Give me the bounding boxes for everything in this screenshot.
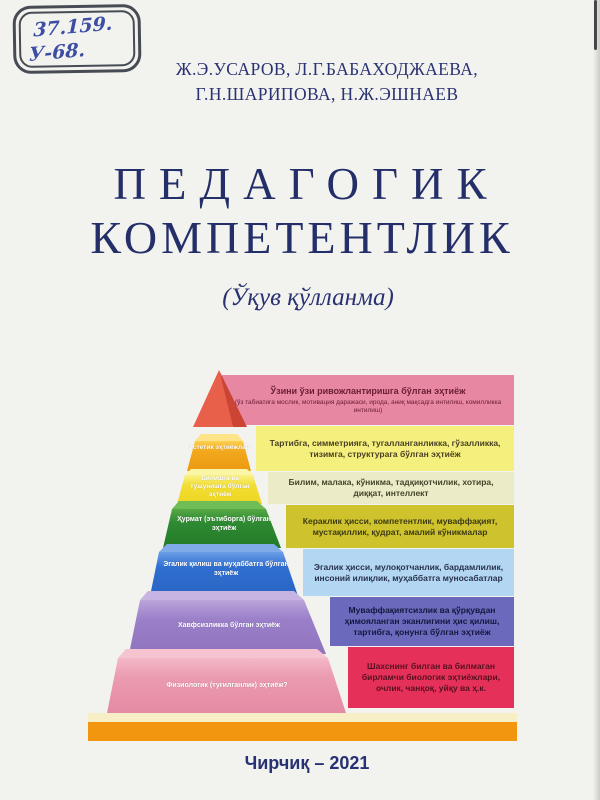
scan-edge: [593, 0, 600, 800]
book-title-line-2: КОМПЕТЕНТЛИК: [90, 212, 514, 263]
band-2-text: Тартибга, симметрияга, тугалланганликка, гўзалликка, тизимга, структурага бўлган эҳтиёж: [269, 437, 501, 459]
band-1-title: Ўзини ўзи ривожлантиришга бўлган эҳтиёж: [270, 385, 466, 396]
pyramid-step-6-lid: [140, 591, 304, 600]
band-6-text: Муваффақиятсизлик ва қўрқувдан ҳимояланган эканлигини ҳис қилиш, тартибга, қонунга бўлган эҳтиёж: [344, 605, 500, 637]
step-label-safety: Хавфсизликка бўлган эҳтиёж: [177, 622, 281, 629]
pyramid-step-5-lid: [159, 544, 283, 552]
step-label-belonging: Эгалик қилиш ва муҳаббатга бўлган эҳтиёж: [163, 561, 289, 577]
step-label-physiological: Физиологик (туғилганлик) эҳтиёж?: [166, 682, 288, 689]
band-7-text: Шахснинг билган ва билмаган бирламчи биологик эҳтиёжлари, очлик, чанқоқ, уйқу ва ҳ.к.: [361, 661, 501, 693]
authors-line-2: Г.Н.ШАРИПОВА, Н.Ж.ЭШНАЕВ: [195, 84, 459, 104]
book-title: [0, 156, 600, 264]
pyramid-step-7-lid: [118, 649, 328, 658]
scan-corner-mark: [594, 0, 597, 50]
band-4-text: Кераклик ҳисси, компетентлик, муваффақият, мустақиллик, қудрат, амалий кўникмалар: [302, 515, 498, 537]
book-subtitle: (Ўқув қўлланма): [222, 284, 394, 311]
step-label-esteem: Ҳурмат (эътиборга) бўлган эҳтиёж: [177, 516, 271, 532]
imprint-city-year: Чирчиқ – 2021: [244, 753, 370, 773]
stamp-author-code: У-68.: [28, 38, 86, 67]
authors-block: [27, 57, 600, 107]
book-title-line-1: ПЕДАГОГИК: [113, 159, 500, 209]
pyramid-step-4-lid: [172, 501, 266, 509]
step-label-aesthetic: Эстетик эҳтиёжлар: [188, 444, 250, 451]
stamp-catalog-number: 37.159.: [33, 12, 113, 42]
band-1-subtitle: (ўз табиатига мослик, мотивация даражаси, ирода, аниқ мақсадга интилиш, комилликка интилиш): [234, 398, 502, 414]
band-5-text: Эгалик ҳисси, мулоқотчанлик, бардамлилик, инсоний илиқлик, муҳаббатга муносабатлар: [313, 561, 504, 583]
pyramid-step-2-lid: [195, 434, 243, 441]
authors-line-1: Ж.Э.УСАРОВ, Л.Г.БАБАХОДЖАЕВА,: [175, 59, 479, 79]
step-label-knowledge: Билишга ва тушунишга бўлган эҳтиёж: [190, 475, 250, 498]
band-3-text: Билим, малака, кўникма, тадқиқотчилик, хотира, диққат, интеллект: [288, 477, 494, 498]
